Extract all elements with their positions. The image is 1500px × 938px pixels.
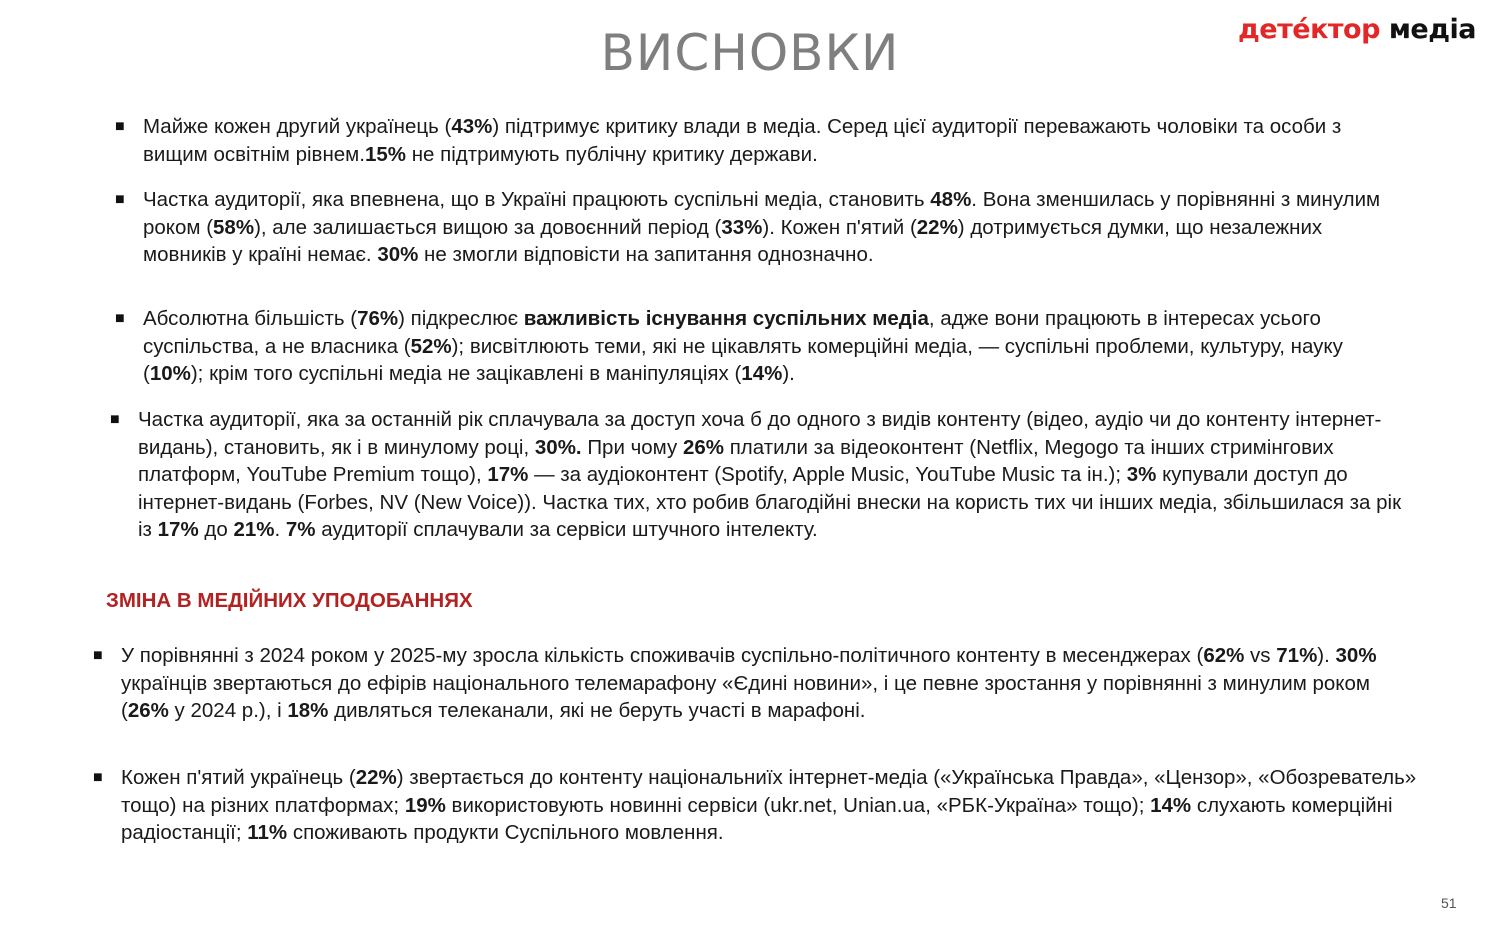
bullet-text-2 <box>143 186 1390 269</box>
bullet-square-icon: ■ <box>93 647 103 664</box>
text-run: ) підкреслює <box>398 307 524 330</box>
text-run: Абсолютна більшість ( <box>143 307 358 330</box>
highlighted-value: 62% <box>1203 644 1245 667</box>
bullet-item-1 <box>115 113 1390 168</box>
highlighted-value: 22% <box>916 215 958 239</box>
logo-word-detektor: детéктор <box>1238 14 1380 45</box>
text-run: ). Кожен п'ятий ( <box>762 215 917 239</box>
highlighted-value: 17% <box>487 463 529 486</box>
text-run: споживають продукти Суспільного мовлення. <box>287 821 724 844</box>
highlighted-value: 43% <box>451 115 493 138</box>
text-run: . <box>274 518 286 541</box>
bullet-text-5 <box>121 642 1418 725</box>
highlighted-value: 30%. <box>534 435 582 459</box>
text-run: У порівнянні з 2024 роком у 2025-му зросла кількість споживачів суспільно-політичного контенту в месенджерах ( <box>121 644 1204 667</box>
text-run: купували доступ до інтернет-видань (Forbes, NV (New Voice)). Частка тих, хто робив благодійні внески на користь тих чи інших медіа, збільшилася за рік із <box>138 463 1402 541</box>
text-run: дивляться телеканали, які не беруть участі в марафоні. <box>328 699 866 722</box>
text-run: ) дотримується думки, що незалежних мовників у країні немає. <box>143 215 1323 266</box>
text-run: слухають комерційні радіостанції; <box>121 793 1393 844</box>
highlighted-value: 33% <box>721 215 763 239</box>
text-run: платили за відеоконтент (Netflix, Megogo та інших стримінгових платформ, YouTube Premium тощо), <box>138 435 1334 486</box>
text-run: ); висвітлюють теми, які не цікавлять комерційні медіа, — суспільні проблеми, культуру, науку ( <box>143 334 1343 385</box>
bullet-item-3 <box>115 305 1390 388</box>
text-run: При чому <box>581 435 683 459</box>
text-run: Кожен п'ятий українець ( <box>121 766 356 789</box>
page-number: 51 <box>1441 895 1457 911</box>
bullet-item-4 <box>110 406 1415 544</box>
text-run: до <box>198 518 234 541</box>
highlighted-value: 11% <box>247 821 288 844</box>
text-run: ); крім того суспільні медіа не зацікавлені в маніпуляціях ( <box>190 362 742 385</box>
text-run: аудиторії сплачували за сервіси штучного інтелекту. <box>315 518 818 541</box>
highlighted-value: 26% <box>682 435 724 459</box>
text-run: — за аудіоконтент (Spotify, Apple Music, YouTube Music та ін.); <box>528 463 1127 486</box>
highlighted-value: 52% <box>410 334 452 358</box>
highlighted-value: 15% <box>364 142 406 166</box>
bullet-item-5 <box>93 642 1418 725</box>
highlighted-value: 71% <box>1276 644 1318 667</box>
highlighted-value: 22% <box>355 766 397 789</box>
highlighted-value: 48% <box>930 188 972 211</box>
highlighted-value: 19% <box>404 793 446 817</box>
bullet-text-4 <box>138 406 1415 544</box>
text-run: у 2024 р.), і <box>168 699 288 722</box>
bullet-square-icon: ■ <box>115 191 125 208</box>
bullet-square-icon: ■ <box>110 411 120 428</box>
highlighted-value: 14% <box>1150 793 1192 817</box>
highlighted-value: 58% <box>213 215 255 239</box>
text-run: vs <box>1244 644 1277 667</box>
page-title: ВИСНОВКИ <box>600 24 900 82</box>
highlighted-value: 21% <box>233 518 275 541</box>
text-run: Частка аудиторії, яка впевнена, що в Україні працюють суспільні медіа, становить <box>143 188 931 211</box>
text-run: українців звертаються до ефірів національного телемарафону «Єдині новини», і це певне зростання у порівнянні з минулим роком ( <box>121 671 1370 722</box>
text-run: не змогли відповісти на запитання однозначно. <box>418 243 874 266</box>
highlighted-value: 3% <box>1126 463 1157 486</box>
bullet-text-3 <box>143 305 1390 388</box>
text-run: ) підтримує критику влади в медіа. Серед цієї аудиторії переважають чоловіки та особи з вищим освітнім рівнем. <box>143 115 1342 166</box>
bullet-square-icon: ■ <box>115 310 125 327</box>
highlighted-value: 18% <box>287 699 329 722</box>
bullet-item-6 <box>93 764 1423 847</box>
bullet-item-2 <box>115 186 1390 269</box>
highlighted-value: 76% <box>357 307 399 330</box>
text-run: використовують новинні сервіси (ukr.net, Unian.ua, «РБК-Україна» тощо); <box>445 793 1151 817</box>
highlighted-value: 7% <box>285 518 316 541</box>
bullet-text-6 <box>121 764 1423 847</box>
bullet-square-icon: ■ <box>93 769 103 786</box>
bullet-square-icon: ■ <box>115 118 125 135</box>
logo-word-media: медіа <box>1388 14 1477 45</box>
highlighted-value: 30% <box>1335 644 1377 667</box>
text-run: не підтримують публічну критику держави. <box>406 142 818 166</box>
brand-logo <box>1238 14 1476 45</box>
highlighted-value: важливість існування суспільних медіа <box>523 307 929 330</box>
text-run: ), але залишається вищою за довоєнний період ( <box>254 215 722 239</box>
highlighted-value: 17% <box>157 518 199 541</box>
highlighted-value: 26% <box>127 699 169 722</box>
text-run: . Вона зменшилась у порівнянні з минулим роком ( <box>143 188 1381 239</box>
highlighted-value: 14% <box>741 362 783 385</box>
highlighted-value: 10% <box>149 362 191 385</box>
text-run: ). <box>782 362 795 385</box>
text-run: ) звертається до контенту національниїх інтернет-медіа («Українська Правда», «Цензор», «Обозреватель» тощо) на різних платформах; <box>121 766 1417 817</box>
text-run: , адже вони працюють в інтересах усього суспільства, а не власника ( <box>143 307 1321 358</box>
bullet-text-1 <box>143 113 1390 168</box>
text-run: Частка аудиторії, яка за останній рік сплачувала за доступ хоча б до одного з видів контенту (відео, аудіо чи до контенту інтернет-видань), становить, як і в минулому році, <box>138 408 1382 459</box>
text-run: ). <box>1317 644 1336 667</box>
highlighted-value: 30% <box>377 243 419 266</box>
text-run: Майже кожен другий українець ( <box>143 115 452 138</box>
section-heading: ЗМІНА В МЕДІЙНИХ УПОДОБАННЯХ <box>106 589 473 612</box>
